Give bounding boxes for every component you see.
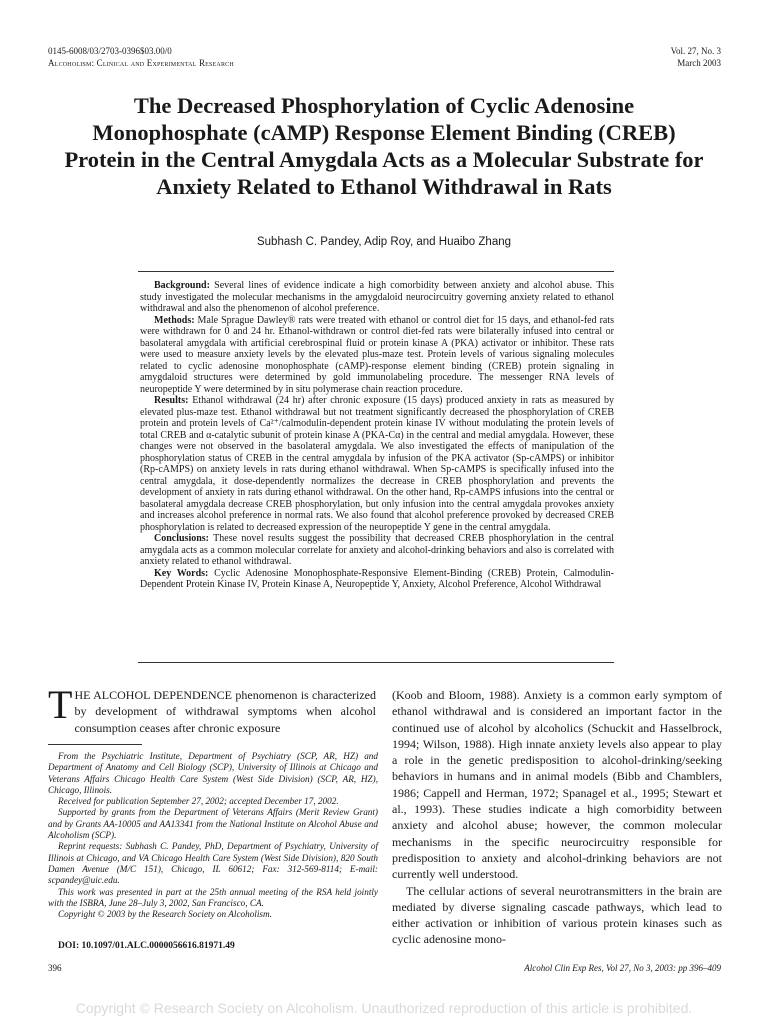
drop-cap: T bbox=[48, 682, 73, 727]
page-number: 396 bbox=[48, 963, 62, 973]
abstract-background bbox=[140, 280, 614, 315]
keywords-text: Cyclic Adenosine Monophosphate-Responsive Element-Binding (CREB) Protein, Calmodulin-Dependent Protein Kinase IV, Protein Kinase A, Neuropeptide Y, Anxiety, Alcohol Preference, Alcohol Withdrawal bbox=[140, 567, 614, 590]
body-right-column bbox=[392, 687, 722, 948]
right-paragraph-1: (Koob and Bloom, 1988). Anxiety is a common early symptom of ethanol withdrawal and is considered an important factor in the continued use of alcohol by alcoholics (Schuckit and Hasselbrock, 1994; Wilson, 1988). High innate anxiety levels also appear to play a role in the genetic predisposition to alcohol-drinking/seeking behaviors in humans and in animal models (Bibb and Chamblers, 1986; Cappell and Herman, 1972; Spanagel et al., 1995; Stewart et al., 1993). These studies indicate a high comorbidity between anxiety and alcohol abuse; however, the common molecular mechanisms in the specific neurocircuitry responsible for predisposition to anxiety and alcohol-drinking behaviors are not currently well understood. bbox=[392, 688, 722, 882]
abstract-methods bbox=[140, 315, 614, 396]
authors: Subhash C. Pandey, Adip Roy, and Huaibo Zhang bbox=[256, 236, 512, 248]
footnote-affiliation: From the Psychiatric Institute, Department of Psychiatry (SCP, AR, HZ) and Department of Anatomy and Cell Biology (SCP), University of Illinois at Chicago and Veterans Affairs Chicago Health Care System (West Side Division) (SCP, AR, HZ), Chicago, Illinois. bbox=[48, 751, 378, 795]
conclusions-label: Conclusions: bbox=[154, 533, 210, 544]
footnote-reprint: Reprint requests: Subhash C. Pandey, PhD, Department of Psychiatry, University of Illinois at Chicago, and VA Chicago Health Care System (West Side Division), 820 South Damen Avenue (M/C 151), Chicago, IL 60612; Fax: 312-569-8114; E-mail: scpandey@uic.edu. bbox=[48, 841, 378, 886]
methods-text: Male Sprague Dawley® rats were treated with ethanol or control diet for 15 days, and ethanol-fed rats were withdrawn for 0 and 24 hr. Ethanol-withdrawn or control diet-fed rats were bilaterally infused into central or basolateral amygdala with artificial cerebrospinal fluid or protein kinase A (PKA) activator or inhibitor. These rats were used to measure anxiety levels by the elevated plus-maze test. Protein levels of various signaling molecules related to cyclic adenosine monophosphate (cAMP)-response element binding (CREB) protein signaling in amygdaloid structures were determined by gold immunolabeling procedure. The messenger RNA levels of neuropeptide Y were determined by in situ polymerase chain reaction procedure. bbox=[140, 314, 615, 395]
intro-paragraph bbox=[48, 682, 377, 736]
abstract-bottom-rule bbox=[138, 662, 614, 663]
issue-date: March 2003 bbox=[677, 58, 721, 68]
journal-header bbox=[48, 45, 234, 69]
abstract-results bbox=[140, 395, 614, 533]
methods-label: Methods: bbox=[154, 314, 195, 326]
results-label: Results: bbox=[154, 395, 189, 406]
article-title: The Decreased Phosphorylation of Cyclic Adenosine Monophosphate (cAMP) Response Element Binding (CREB) Protein in the Central Amygdala Acts as a Molecular Substrate for Anxiety Related to Ethanol Withdrawal in Rats bbox=[64, 93, 704, 199]
issue-info bbox=[671, 45, 721, 69]
background-text: Several lines of evidence indicate a high comorbidity between anxiety and alcohol abuse. This study investigated the molecular mechanisms in the amygdaloid neurocircuitry governing anxiety related to ethanol withdrawal and also the phenomenon of alcohol preference. bbox=[140, 280, 614, 314]
footnote-received: Received for publication September 27, 2002; accepted December 17, 2002. bbox=[58, 796, 339, 807]
citation-footer bbox=[524, 963, 721, 973]
doi: DOI: 10.1097/01.ALC.0000056616.81971.49 bbox=[58, 941, 235, 951]
conclusions-text: These novel results suggest the possibility that decreased CREB phosphorylation in the central amygdala acts as a common molecular correlate for anxiety and alcohol-drinking behaviors and also is correlated with anxiety related to ethanol withdrawal. bbox=[140, 533, 614, 567]
abstract bbox=[140, 280, 614, 591]
abstract-keywords bbox=[140, 568, 614, 591]
keywords-label: Key Words: bbox=[154, 567, 209, 579]
issn-code: 0145-6008/03/2703-0396$03.00/0 bbox=[48, 46, 172, 56]
footnote-copyright: Copyright © 2003 by the Research Society on Alcoholism. bbox=[58, 909, 272, 920]
copyright-watermark: Copyright © Research Society on Alcoholism. Unauthorized reproduction of this article is prohibited. bbox=[75, 1000, 693, 1016]
volume: Vol. 27, No. 3 bbox=[670, 46, 721, 56]
abstract-conclusions bbox=[140, 533, 614, 568]
footnote-rule bbox=[48, 744, 142, 745]
abstract-top-rule bbox=[138, 271, 614, 272]
results-text: Ethanol withdrawal (24 hr) after chronic exposure (15 days) produced anxiety in rats as measured by elevated plus-maze test. Ethanol withdrawal but not treatment significantly decreased the phosphorylation of CREB protein and protein levels of Ca²⁺/calmodulin-dependent protein kinase IV without modulating the protein levels of total CREB and α-catalytic subunit of protein kinase A (PKA-Cα) in the central and medial amygdala. However, these changes were not observed in the basolateral amygdala. We also investigated the effects of manipulation of the phosphorylation status of CREB in the central amygdala by infusion of the PKA activator (Sp-cAMPS) or inhibitor (Rp-cAMPS) on anxiety levels in rats during ethanol withdrawal. When Sp-cAMPS is specifically infused into the central amygdala, it dose-dependently normalizes the decrease in CREB phosphorylation and prevents the development of anxiety in rats during ethanol withdrawal. On the other hand, Rp-cAMPS infusions into the central or basolateral amygdala decrease CREB phosphorylation, but only infusion into the central amygdala provokes anxiety and increases alcohol preference in normal rats. We also found that alcohol preference provoked by decreased CREB phosphorylation is related to decreased expression of the neuropeptide Y gene in the central amygdala. bbox=[140, 395, 614, 533]
lead-caps: HE ALCOHOL DEPENDENCE bbox=[74, 688, 233, 702]
right-paragraph-2: The cellular actions of several neurotransmitters in the brain are mediated by diverse signaling cascade pathways, which lead to either activation or inhibition of various protein kinases such as cyclic adenosine mono- bbox=[392, 883, 722, 947]
journal-name: Alcoholism: Clinical and Experimental Research bbox=[48, 58, 234, 68]
citation-text: Alcohol Clin Exp Res, Vol 27, No 3, 2003: pp 396–409 bbox=[524, 963, 721, 973]
footnote-presented: This work was presented in part at the 25th annual meeting of the RSA held jointly with the ISBRA, June 28–July 3, 2002, San Francisco, CA. bbox=[48, 886, 378, 908]
footnote-support: Supported by grants from the Department of Veterans Affairs (Merit Review Grant) and by Grants AA-10005 and AA13341 from the National Institute on Alcohol Abuse and Alcoholism (SCP). bbox=[48, 807, 378, 841]
intro-text: phenomenon is characterized by development of withdrawal symptoms when alcohol consumption ceases after chronic exposure bbox=[74, 688, 377, 735]
body-left-column bbox=[48, 682, 377, 736]
background-label: Background: bbox=[154, 280, 210, 291]
footnotes bbox=[48, 751, 378, 920]
